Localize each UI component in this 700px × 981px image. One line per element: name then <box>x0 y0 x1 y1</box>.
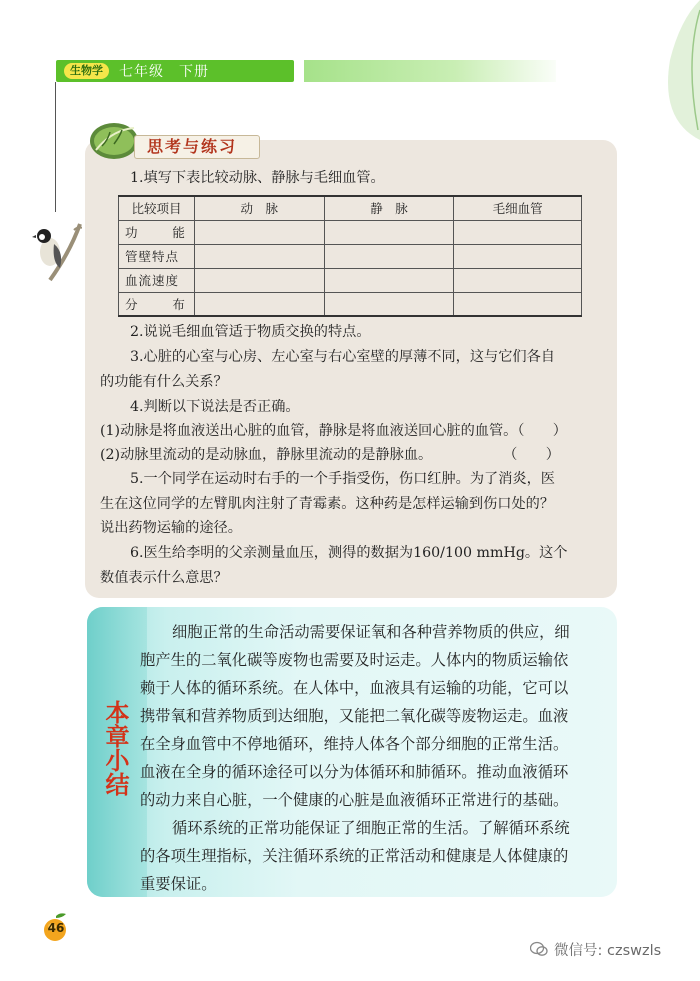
question-4-item-2: (2)动脉里流动的是动脉血，静脉里流动的是静脉血。 （ ） <box>100 447 560 463</box>
summary-line: 循环系统的正常功能保证了细胞正常的生活。了解循环系统 <box>172 819 570 837</box>
summary-line: 在全身血管中不停地循环，维持人体各个部分细胞的正常生活。 <box>140 735 569 753</box>
row-label-function <box>119 220 195 244</box>
table-header-cell: 动 脉 <box>194 196 324 220</box>
row-label-char: 布 <box>172 296 186 312</box>
brand-label: 生物学 <box>64 63 109 79</box>
table-cell-blank[interactable] <box>454 220 582 244</box>
table-cell-blank[interactable] <box>454 292 582 316</box>
question-1: 1.填写下表比较动脉、静脉与毛细血管。 <box>130 170 385 186</box>
table-cell-blank[interactable] <box>194 220 324 244</box>
table-cell-blank[interactable] <box>194 244 324 268</box>
question-6-line-1: 6.医生给李明的父亲测量血压，测得的数据为160/100 mmHg。这个 <box>130 545 568 561</box>
question-4: 4.判断以下说法是否正确。 <box>130 399 300 415</box>
summary-line: 重要保证。 <box>140 875 217 893</box>
table-cell-blank[interactable] <box>454 268 582 292</box>
row-label-char: 分 <box>125 296 139 312</box>
summary-line: 赖于人体的循环系统。在人体中，血液具有运输的功能，它可以 <box>140 679 569 697</box>
row-label-wall: 管壁特点 <box>119 244 195 268</box>
table-row <box>119 268 582 292</box>
table-header-row <box>119 196 582 220</box>
header-gradient-bar <box>304 60 556 82</box>
table-cell-blank[interactable] <box>324 220 454 244</box>
table-cell-blank[interactable] <box>194 268 324 292</box>
bird-icon <box>30 222 82 284</box>
summary-line: 的动力来自心脏，一个健康的心脏是血液循环正常进行的基础。 <box>140 791 569 809</box>
table-row <box>119 220 582 244</box>
table-cell-blank[interactable] <box>194 292 324 316</box>
table-cell-blank[interactable] <box>324 292 454 316</box>
row-label-char: 功 <box>125 225 139 240</box>
table-header-cell: 静 脉 <box>324 196 454 220</box>
summary-line: 血液在全身的循环途径可以分为体循环和肺循环。推动血液循环 <box>140 763 569 781</box>
watermark <box>530 938 661 960</box>
margin-rule <box>55 82 56 212</box>
exercise-title: 思考与练习 <box>134 135 260 159</box>
wechat-icon <box>530 941 548 957</box>
grade-label: 七年级 下册 <box>119 64 209 80</box>
table-cell-blank[interactable] <box>324 268 454 292</box>
page-header <box>56 60 556 82</box>
summary-line: 胞产生的二氧化碳等废物也需要及时运走。人体内的物质运输依 <box>140 651 569 669</box>
table-row <box>119 292 582 316</box>
comparison-table <box>118 195 582 317</box>
table-row <box>119 244 582 268</box>
watermark-text: 微信号: czswzls <box>554 942 662 959</box>
table-cell-blank[interactable] <box>324 244 454 268</box>
row-label-char: 能 <box>172 225 186 240</box>
question-3-line-1: 3.心脏的心室与心房、左心室与右心室壁的厚薄不同，这与它们各自 <box>130 349 555 365</box>
row-label-speed: 血流速度 <box>119 268 195 292</box>
summary-line: 细胞正常的生命活动需要保证氧和各种营养物质的供应，细 <box>172 623 570 641</box>
table-cell-blank[interactable] <box>454 244 582 268</box>
question-5-line-3: 说出药物运输的途径。 <box>100 520 242 536</box>
question-4-item-1: (1)动脉是将血液送出心脏的血管，静脉是将血液送回心脏的血管。（ ） <box>100 423 567 439</box>
summary-line: 的各项生理指标，关注循环系统的正常活动和健康是人体健康的 <box>140 847 569 865</box>
summary-title: 本章小结 <box>101 700 129 796</box>
header-green-bar <box>56 60 294 82</box>
question-3-line-2: 的功能有什么关系？ <box>100 374 228 390</box>
question-5-line-1: 5.一个同学在运动时右手的一个手指受伤，伤口红肿。为了消炎，医 <box>130 471 555 487</box>
page-number: 46 <box>47 921 65 935</box>
summary-line: 携带氧和营养物质到达细胞，又能把二氧化碳等废物运走。血液 <box>140 707 569 725</box>
table-header-cell: 毛细血管 <box>454 196 582 220</box>
table-header-cell: 比较项目 <box>119 196 195 220</box>
question-6-line-2: 数值表示什么意思？ <box>100 570 228 586</box>
leaf-decoration-icon <box>640 0 700 140</box>
row-label-distribution <box>119 292 195 316</box>
question-2: 2.说说毛细血管适于物质交换的特点。 <box>130 324 371 340</box>
question-5-line-2: 生在这位同学的左臂肌肉注射了青霉素。这种药是怎样运输到伤口处的？ <box>100 496 555 512</box>
